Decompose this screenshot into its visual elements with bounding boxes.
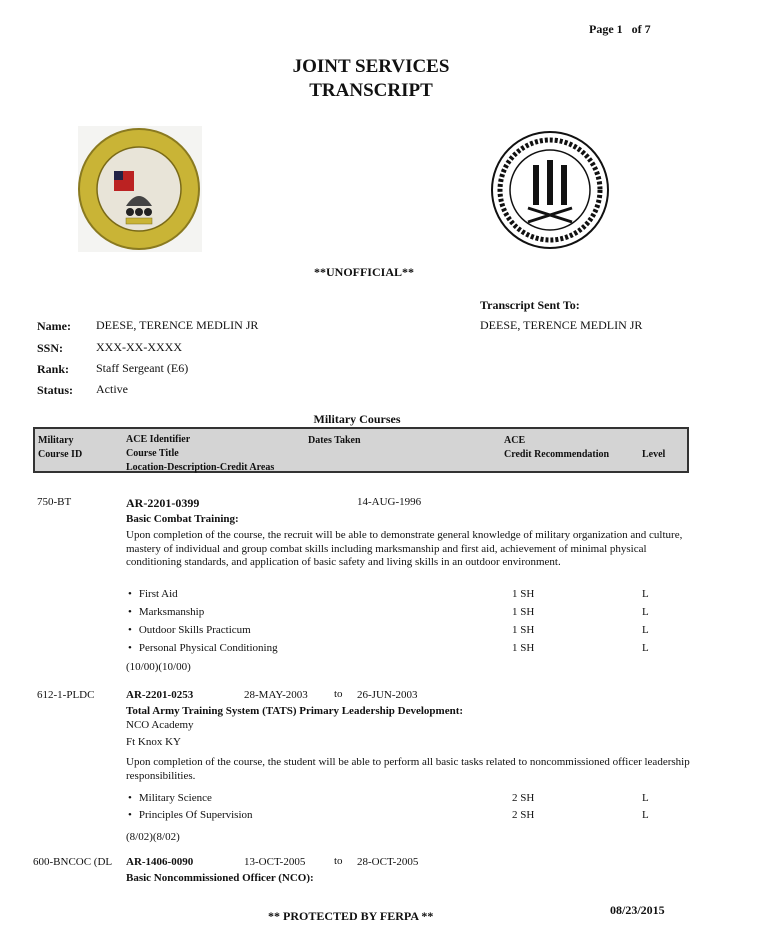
table-header <box>33 427 689 473</box>
credit-area: • Personal Physical Conditioning <box>128 642 278 654</box>
name-label: Name: <box>37 319 71 333</box>
name-value: DEESE, TERENCE MEDLIN JR <box>96 318 259 332</box>
hdr-credit-rec: Credit Recommendation <box>504 449 610 460</box>
date-from: 14-AUG-1996 <box>357 496 422 508</box>
credit-level: L <box>642 642 649 654</box>
course-description: Upon completion of the course, the student will be able to perform all basic tasks related to noncommissioned officer leadership responsibilities. <box>126 756 690 782</box>
page-total: 7 <box>644 22 651 36</box>
credit-level: L <box>642 588 649 600</box>
credit-sh: 1 SH <box>512 588 535 600</box>
army-seal-icon <box>78 126 202 252</box>
credit-sh: 1 SH <box>512 624 535 636</box>
ace-identifier: AR-2201-0253 <box>126 689 194 701</box>
date-to-label: to <box>334 855 343 867</box>
course-id: 600-BNCOC (DL <box>33 856 113 868</box>
credit-area: • First Aid <box>128 588 178 600</box>
date-from: 28-MAY-2003 <box>244 689 308 701</box>
course-title: Total Army Training System (TATS) Primary Leadership Development: <box>126 705 464 717</box>
hdr-location: Location-Description-Credit Areas <box>126 462 275 473</box>
hdr-course-title: Course Title <box>126 448 179 459</box>
credit-sh: 2 SH <box>512 792 535 804</box>
location-city: Ft Knox KY <box>126 736 182 748</box>
credit-sh: 1 SH <box>512 642 535 654</box>
page-label: Page <box>589 22 614 36</box>
credit-level: L <box>642 792 649 804</box>
date-from: 13-OCT-2005 <box>244 856 306 868</box>
credit-level: L <box>642 809 649 821</box>
dates-note: (8/02)(8/02) <box>126 831 180 843</box>
date-to-label: to <box>334 688 343 700</box>
course-id: 750-BT <box>37 496 72 508</box>
course-title: Basic Combat Training: <box>126 513 239 525</box>
date-to: 26-JUN-2003 <box>357 689 418 701</box>
dates-note: (10/00)(10/00) <box>126 661 191 673</box>
credit-sh: 1 SH <box>512 606 535 618</box>
hdr-level: Level <box>642 449 666 460</box>
page-of: of <box>631 22 642 36</box>
date-to: 28-OCT-2005 <box>357 856 419 868</box>
print-date: 08/23/2015 <box>610 903 665 917</box>
sent-to-name: DEESE, TERENCE MEDLIN JR <box>480 318 643 332</box>
location-name: NCO Academy <box>126 719 194 731</box>
status-label: Status: <box>37 383 74 397</box>
hdr-ace-identifier: ACE Identifier <box>126 434 191 445</box>
credit-area: • Marksmanship <box>128 606 204 618</box>
credit-area: • Military Science <box>128 792 212 804</box>
hdr-dates-taken: Dates Taken <box>308 435 361 446</box>
ace-identifier: AR-2201-0399 <box>126 496 200 510</box>
rank-value: Staff Sergeant (E6) <box>96 361 189 375</box>
page-current: 1 <box>616 22 623 36</box>
ssn-value: XXX-XX-XXXX <box>96 340 182 354</box>
ace-identifier: AR-1406-0090 <box>126 856 194 868</box>
hdr-ace: ACE <box>504 435 526 446</box>
credit-area: • Outdoor Skills Practicum <box>128 624 251 636</box>
sent-to-label: Transcript Sent To: <box>480 298 580 312</box>
ssn-label: SSN: <box>37 341 64 355</box>
credit-area: • Principles Of Supervision <box>128 809 253 821</box>
doc-title-line2: TRANSCRIPT <box>309 80 433 101</box>
course-title: Basic Noncommissioned Officer (NCO): <box>126 872 314 884</box>
ace-seal-icon <box>490 130 610 250</box>
section-title: Military Courses <box>313 412 401 426</box>
page-indicator <box>589 22 651 37</box>
credit-level: L <box>642 624 649 636</box>
credit-sh: 2 SH <box>512 809 535 821</box>
status-value: Active <box>96 382 128 396</box>
doc-title-line1: JOINT SERVICES <box>292 56 450 77</box>
hdr-course-id: Course ID <box>38 449 83 460</box>
ferpa-notice: ** PROTECTED BY FERPA ** <box>268 909 434 923</box>
credit-level: L <box>642 606 649 618</box>
rank-label: Rank: <box>37 362 70 376</box>
course-description: Upon completion of the course, the recruit will be able to demonstrate general knowledge of military organization and culture, mastery of individual and group combat skills including marksmanship and first aid, achievement of minimal physical conditioning standards, and application of basic safety and living skills in an outdoor environment. <box>126 529 683 568</box>
course-id: 612-1-PLDC <box>37 689 95 701</box>
unofficial-label: **UNOFFICIAL** <box>313 265 414 279</box>
hdr-military: Military <box>38 435 74 446</box>
